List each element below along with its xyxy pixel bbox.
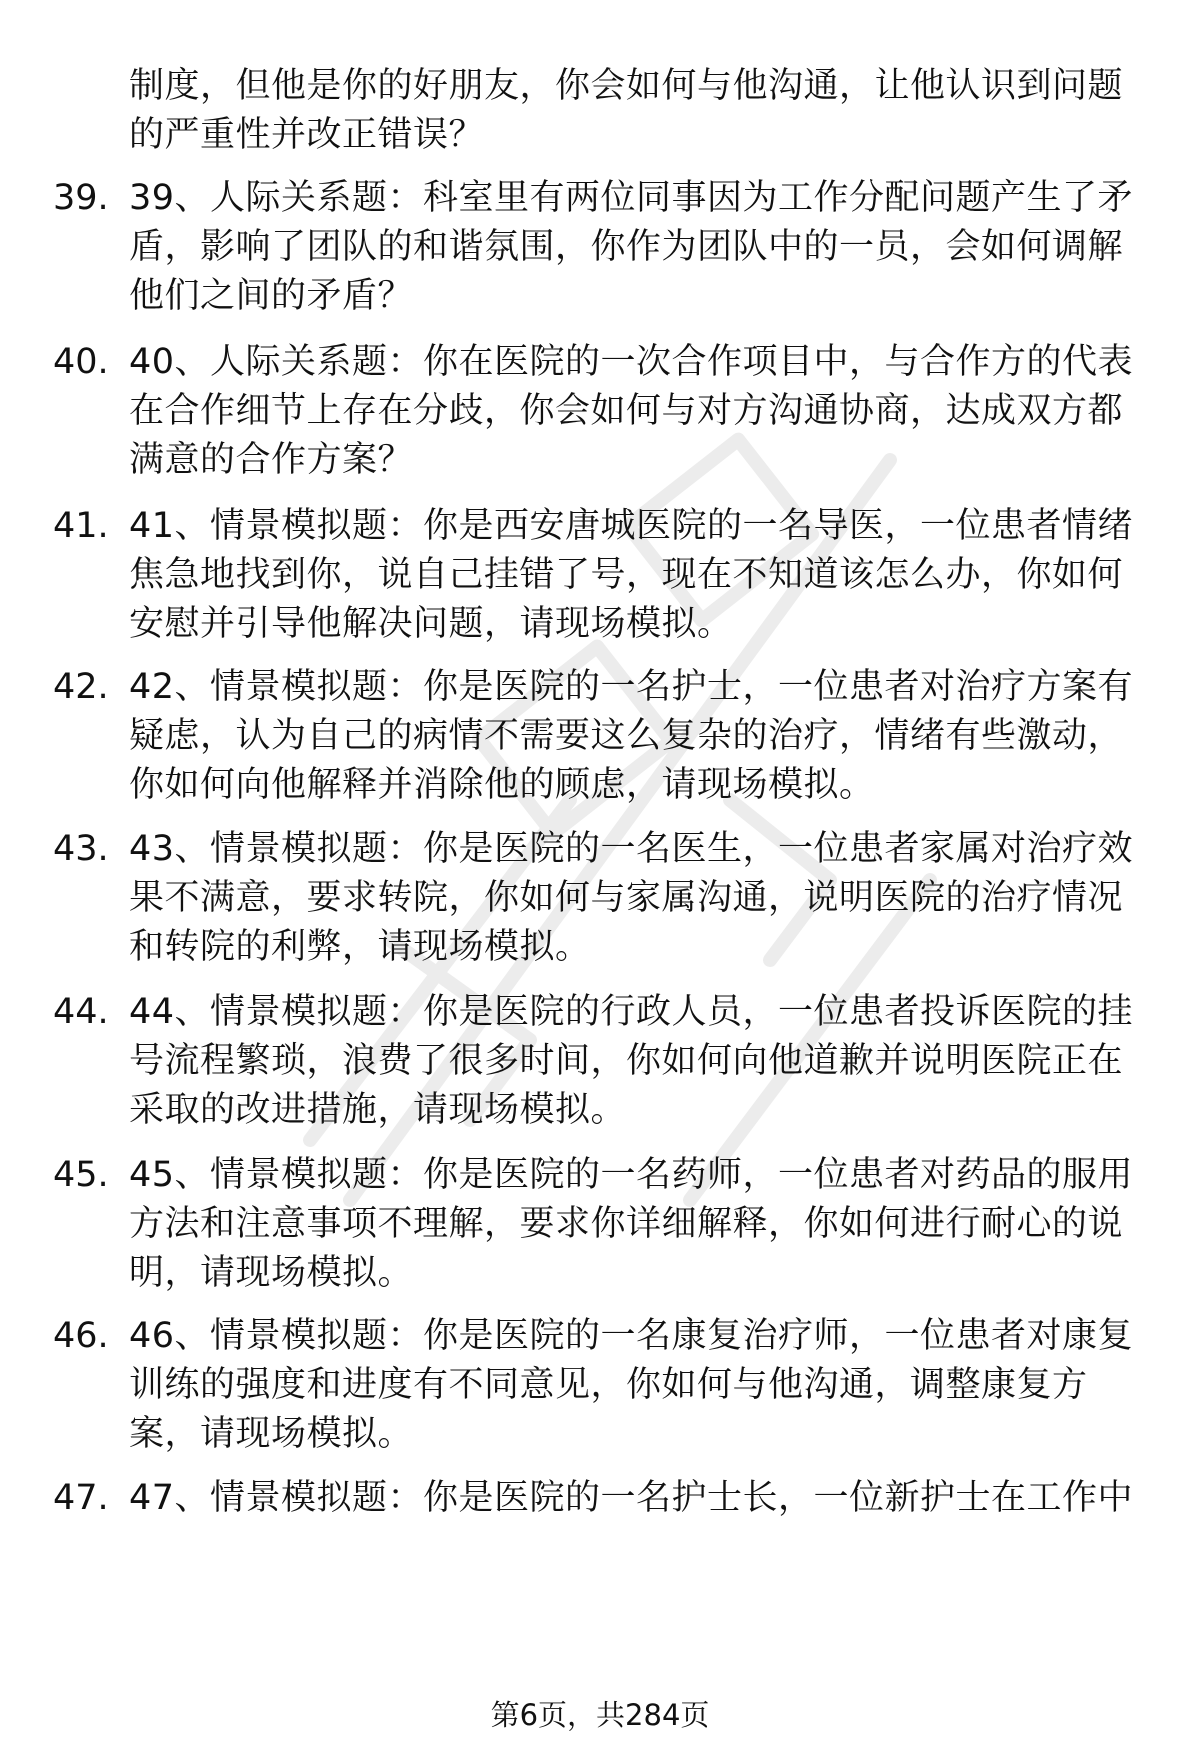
continuation-text: 制度，但他是你的好朋友，你会如何与他沟通，让他认识到问题的严重性并改正错误？ xyxy=(129,66,1124,155)
question-item-42 xyxy=(0,663,1200,813)
question-item-45 xyxy=(0,1151,1200,1301)
page-number-footer: 第6页，共284页 xyxy=(490,1698,710,1732)
item-text: 42、情景模拟题：你是医院的一名护士，一位患者对治疗方案有疑虑，认为自己的病情不需要这么复杂的治疗，情绪有些激动，你如何向他解释并消除他的顾虑，请现场模拟。 xyxy=(129,667,1134,805)
question-item-40 xyxy=(0,338,1200,488)
item-number: 44. xyxy=(53,992,109,1032)
item-number: 43. xyxy=(53,829,109,869)
question-item-43 xyxy=(0,825,1200,975)
question-item-44 xyxy=(0,988,1200,1138)
item-text: 41、情景模拟题：你是西安唐城医院的一名导医，一位患者情绪焦急地找到你，说自己挂错了号，现在不知道该怎么办，你如何安慰并引导他解决问题，请现场模拟。 xyxy=(129,506,1134,644)
item-number: 41. xyxy=(53,506,109,546)
question-item-46 xyxy=(0,1312,1200,1462)
item-number: 42. xyxy=(53,667,109,707)
item-text: 47、情景模拟题：你是医院的一名护士长，一位新护士在工作中 xyxy=(129,1478,1134,1518)
item-number: 40. xyxy=(53,342,109,382)
item-text: 40、人际关系题：你在医院的一次合作项目中，与合作方的代表在合作细节上存在分歧，你会如何与对方沟通协商，达成双方都满意的合作方案？ xyxy=(129,342,1134,480)
item-text: 46、情景模拟题：你是医院的一名康复治疗师，一位患者对康复训练的强度和进度有不同意见，你如何与他沟通，调整康复方案，请现场模拟。 xyxy=(129,1316,1134,1454)
question-item-39 xyxy=(0,174,1200,324)
item-text: 39、人际关系题：科室里有两位同事因为工作分配问题产生了矛盾，影响了团队的和谐氛围，你作为团队中的一员，会如何调解他们之间的矛盾？ xyxy=(129,178,1134,316)
item-text: 44、情景模拟题：你是医院的行政人员，一位患者投诉医院的挂号流程繁琐，浪费了很多时间，你如何向他道歉并说明医院正在采取的改进措施，请现场模拟。 xyxy=(129,992,1134,1130)
item-number: 46. xyxy=(53,1316,109,1356)
question-item-47 xyxy=(0,1474,1200,1534)
item-number: 39. xyxy=(53,178,109,218)
item-number: 45. xyxy=(53,1155,109,1195)
item-text: 45、情景模拟题：你是医院的一名药师，一位患者对药品的服用方法和注意事项不理解，要求你详细解释，你如何进行耐心的说明，请现场模拟。 xyxy=(129,1155,1134,1293)
item-number: 47. xyxy=(53,1478,109,1518)
item-text: 43、情景模拟题：你是医院的一名医生，一位患者家属对治疗效果不满意，要求转院，你如何与家属沟通，说明医院的治疗情况和转院的利弊，请现场模拟。 xyxy=(129,829,1134,967)
question-item-41 xyxy=(0,502,1200,652)
